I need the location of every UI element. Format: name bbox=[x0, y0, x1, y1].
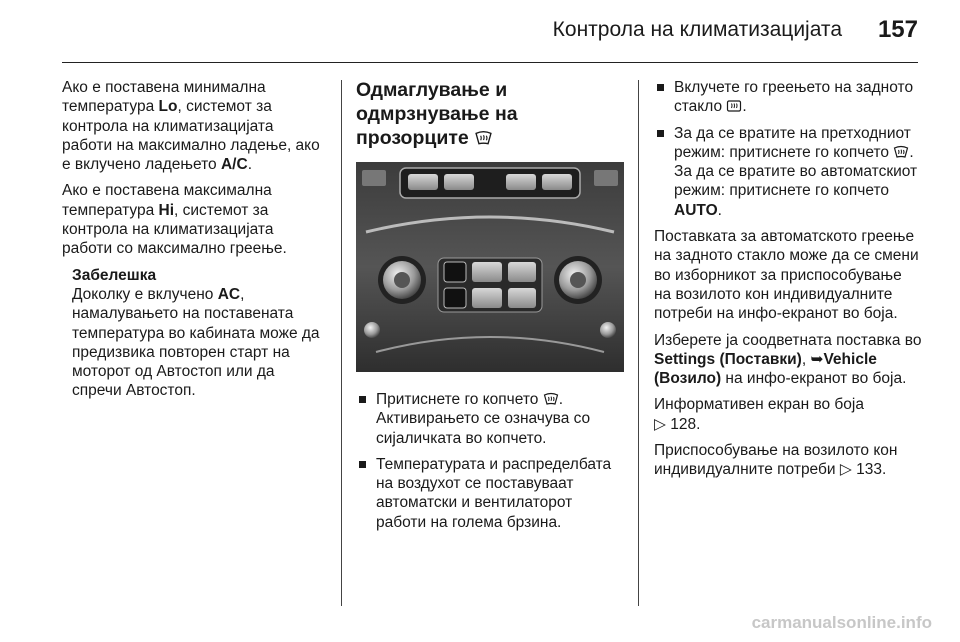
reference-info-display: Информативен екран во боја ▷ 128. bbox=[654, 396, 864, 433]
reference-arrow-icon: ▷ bbox=[839, 461, 852, 479]
key-hi: Hi bbox=[158, 201, 175, 219]
menu-settings: Settings (Поставки) bbox=[654, 350, 802, 368]
windshield-defrost-icon bbox=[474, 130, 493, 146]
bullet-rear-window: Вклучете го греењето на задното стакло . bbox=[654, 78, 922, 117]
note-block bbox=[62, 266, 327, 401]
column-divider-2 bbox=[638, 80, 639, 606]
reference-personalization: Приспособување на возилото кон индивидуалните потреби ▷ 133. bbox=[654, 442, 898, 479]
climate-control-panel-photo bbox=[356, 162, 624, 372]
page-header bbox=[0, 0, 960, 60]
paragraph-select-setting: Изберете ја соодветната поставка во Settings (Поставки), ➥Vehicle (Возило) на инфо-екранот во боја. bbox=[654, 331, 922, 388]
paragraph-min-temp: Ако е поставена минимална температура Lo, системот за контрола на климатизацијата работи на максимално ладење, ако е вклучено ладењето A/C. bbox=[62, 79, 320, 174]
reference-page-link[interactable]: 128. bbox=[670, 415, 701, 433]
footer-watermark: carmanualsonline.info bbox=[751, 613, 932, 632]
bullet-return-mode: За да се вратите на претходниот режим: притиснете го копчето . За да се вратите во автоматскиот режим: притиснете го копчето AUTO. bbox=[654, 124, 922, 220]
rear-window-heat-icon bbox=[726, 99, 742, 113]
windshield-defrost-icon bbox=[543, 392, 559, 406]
column-divider-1 bbox=[341, 80, 342, 606]
column-3 bbox=[654, 78, 922, 487]
key-auto: AUTO bbox=[674, 201, 718, 219]
note-text: Доколку е вклучено AC, намалувањето на поставената температура во кабината може да предизвика повторен старт на моторот од Автостоп или да спречи Автостоп. bbox=[72, 285, 320, 400]
arrow-icon: ➥ bbox=[810, 350, 824, 368]
bullet-press-button: Притиснете го копчето . Активирањето се означува со сијаличката во копчето. bbox=[356, 390, 624, 448]
menu-vehicle: Vehicle (Возило) bbox=[654, 350, 877, 388]
section-heading: Одмаглување и одмрзнување на прозорците bbox=[356, 79, 518, 149]
running-title: Контрола на климатизацијата bbox=[552, 18, 842, 41]
reference-arrow-icon: ▷ bbox=[654, 415, 666, 433]
column-2 bbox=[356, 78, 624, 539]
header-rule bbox=[62, 62, 918, 63]
key-lo: Lo bbox=[158, 98, 178, 116]
bullet-auto-settings: Температурата и распределбата на воздухот се поставуваат автоматски и вентилаторот работи на голема брзина. bbox=[356, 455, 624, 532]
note-title: Забелешка bbox=[72, 266, 157, 284]
key-ac-note: AC bbox=[217, 285, 241, 303]
column-1 bbox=[62, 78, 327, 401]
page-number: 157 bbox=[877, 16, 918, 43]
reference-page-link[interactable]: 133. bbox=[856, 461, 887, 479]
windshield-defrost-icon bbox=[893, 145, 909, 159]
key-ac: A/C bbox=[220, 156, 248, 174]
paragraph-max-temp: Ако е поставена максимална температура Hi, системот за контрола на климатизацијата работи со максимално греење. bbox=[62, 182, 287, 258]
paragraph-auto-rear-heat: Поставката за автоматското греење на задното стакло може да се смени во изборникот за приспособување на возилото кон индивидуалните потреби на инфо-екранот во боја. bbox=[654, 228, 919, 323]
